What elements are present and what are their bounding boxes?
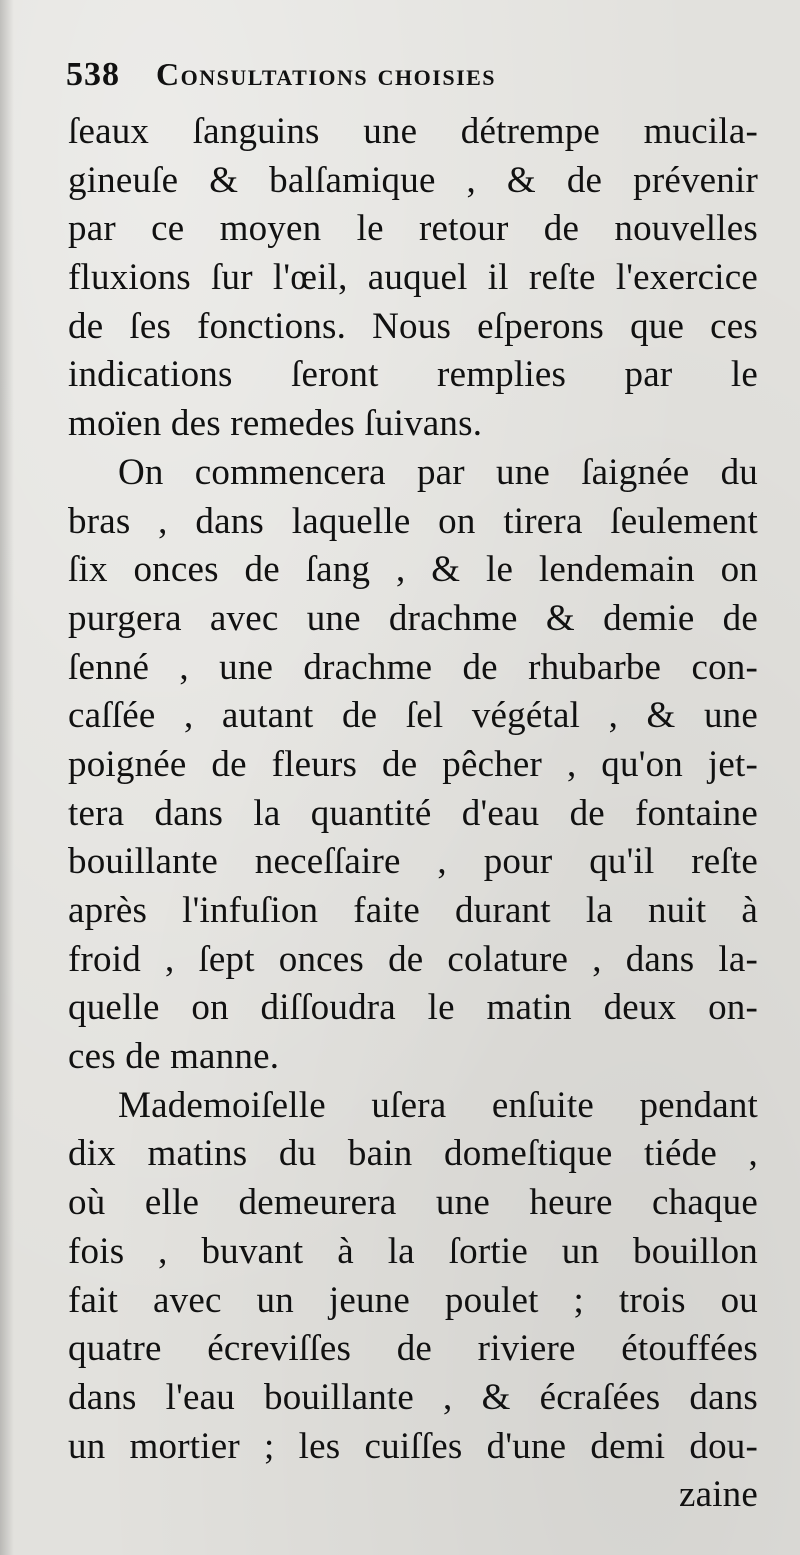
catchword: zaine [678,1474,758,1516]
paragraph-start-line: Mademoiſelle uſera enſuite pendant [118,1084,758,1126]
text-line: caſſée , autant de ſel végétal , & une [68,695,758,737]
text-line: ces de manne. [68,1036,280,1078]
text-line: dans l'eau bouillante , & écraſées dans [68,1376,758,1418]
text-line: fluxions ſur l'œil, auquel il reſte l'exercice [68,257,758,299]
text-line: ſix onces de ſang , & le lendemain on [68,549,758,591]
text-line: ſeaux ſanguins une détrempe mucila- [68,111,758,152]
text-line: où elle demeurera une heure chaque [68,1182,758,1224]
paragraph-start-line: On commencera par une ſaignée du [118,451,758,493]
text-line: quelle on diſſoudra le matin deux on- [68,987,758,1029]
page-number: 538 [66,56,120,93]
text-line: ſenné , une drachme de rhubarbe con- [68,646,758,688]
page-header [66,56,766,100]
running-title: Consultations choisies [156,56,497,92]
text-line: bouillante neceſſaire , pour qu'il reſte [68,841,758,883]
text-line: fois , buvant à la ſortie un bouillon [68,1230,758,1272]
text-line: après l'infuſion faite durant la nuit à [68,890,758,931]
text-line: quatre écreviſſes de riviere étouffées [68,1328,758,1370]
text-line: dix matins du bain domeſtique tiéde , [68,1133,758,1175]
text-line: purgera avec une drachme & demie de [68,597,758,639]
text-line: tera dans la quantité d'eau de fontaine [68,792,758,834]
text-line: un mortier ; les cuiſſes d'une demi dou- [68,1425,758,1467]
text-line: moïen des remedes ſuivans. [68,403,483,445]
page-gutter-shadow [0,0,14,1555]
text-line: par ce moyen le retour de nouvelles [68,208,758,250]
text-line: gineuſe & balſamique , & de prévenir [68,159,758,201]
text-line: fait avec un jeune poulet ; trois ou [68,1279,758,1321]
body-text [68,108,758,1520]
text-line: de ſes fonctions. Nous eſperons que ces [68,305,758,347]
text-line: bras , dans laquelle on tirera ſeulement [68,500,758,542]
text-line: poignée de fleurs de pêcher , qu'on jet- [68,743,758,785]
text-line: froid , ſept onces de colature , dans la- [68,938,758,980]
text-line: indications ſeront remplies par le [68,354,758,396]
